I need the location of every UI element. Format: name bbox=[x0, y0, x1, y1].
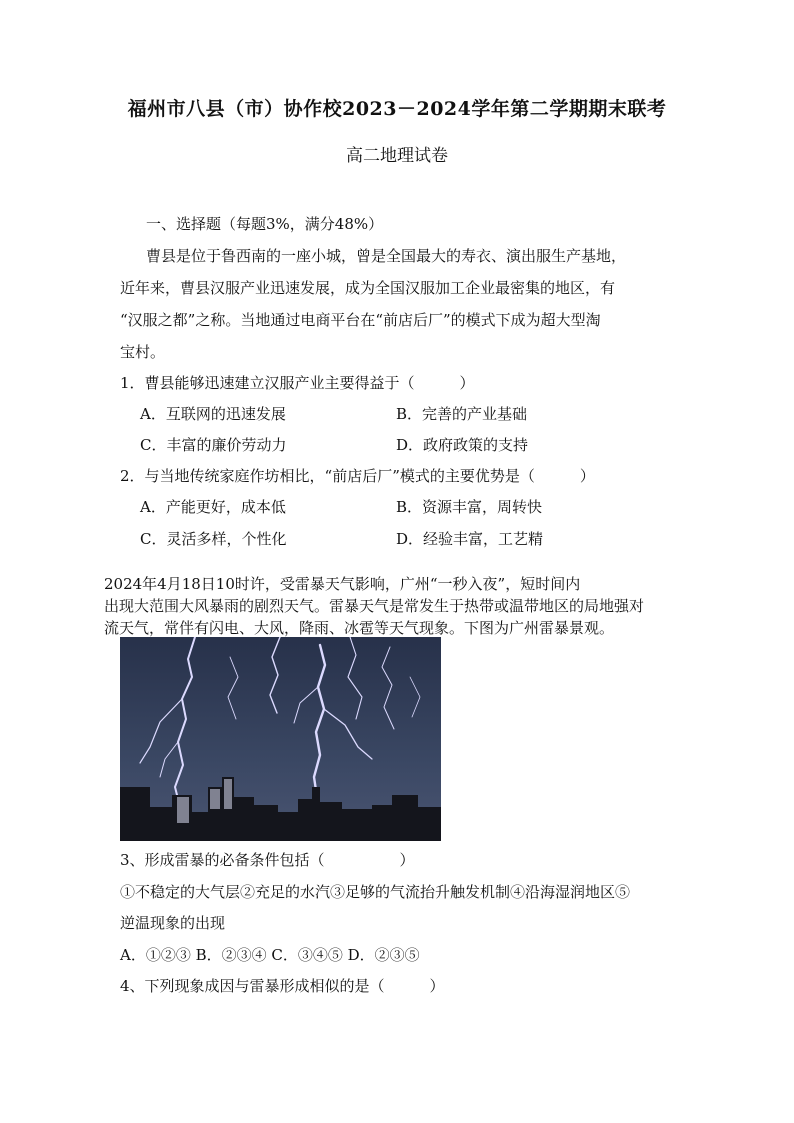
passage1-line: 曹县是位于鲁西南的一座小城，曾是全国最大的寿衣、演出服生产基地， bbox=[146, 247, 627, 265]
q2-option-c: C．灵活多样，个性化 bbox=[140, 530, 287, 548]
section-heading: 一、选择题（每题3%，满分48%） bbox=[146, 215, 384, 233]
q1-option-c: C．丰富的廉价劳动力 bbox=[140, 436, 287, 454]
passage1-line: “汉服之都”之称。当地通过电商平台在“前店后厂”的模式下成为超大型淘 bbox=[120, 311, 601, 329]
q3-options: A．①②③ B．②③④ C．③④⑤ D．②③⑤ bbox=[120, 946, 420, 964]
q2-option-a: A．产能更好，成本低 bbox=[140, 498, 286, 516]
question-2-stem: 2．与当地传统家庭作坊相比，“前店后厂”模式的主要优势是（ ） bbox=[120, 467, 595, 485]
q3-items-line: 逆温现象的出现 bbox=[120, 914, 226, 932]
q2-option-d: D．经验丰富，工艺精 bbox=[396, 530, 544, 548]
q3-items-line: ①不稳定的大气层②充足的水汽③足够的气流抬升触发机制④沿海湿润地区⑤ bbox=[120, 883, 631, 901]
q2-option-b: B．资源丰富，周转快 bbox=[396, 498, 543, 516]
guangzhou-thunderstorm-photo bbox=[120, 637, 441, 841]
question-3-stem: 3、形成雷暴的必备条件包括（ ） bbox=[120, 851, 415, 869]
passage2-line: 出现大范围大风暴雨的剧烈天气。雷暴天气是常发生于热带或温带地区的局地强对 bbox=[104, 597, 645, 615]
passage2-line: 2024年4月18日10时许，受雷暴天气影响，广州“一秒入夜”，短时间内 bbox=[104, 575, 581, 593]
exam-subtitle: 高二地理试卷 bbox=[346, 146, 448, 166]
passage1-line: 宝村。 bbox=[120, 343, 166, 361]
q1-option-a: A．互联网的迅速发展 bbox=[140, 405, 286, 423]
exam-title: 福州市八县（市）协作校2023－2024学年第二学期期末联考 bbox=[127, 98, 667, 120]
question-1-stem: 1．曹县能够迅速建立汉服产业主要得益于（ ） bbox=[120, 374, 475, 392]
question-4-stem: 4、下列现象成因与雷暴形成相似的是（ ） bbox=[120, 977, 445, 995]
passage1-line: 近年来，曹县汉服产业迅速发展，成为全国汉服加工企业最密集的地区，有 bbox=[120, 279, 616, 297]
q1-option-b: B．完善的产业基础 bbox=[396, 405, 528, 423]
passage2-line: 流天气，常伴有闪电、大风，降雨、冰雹等天气现象。下图为广州雷暴景观。 bbox=[104, 619, 615, 637]
q1-option-d: D．政府政策的支持 bbox=[396, 436, 529, 454]
